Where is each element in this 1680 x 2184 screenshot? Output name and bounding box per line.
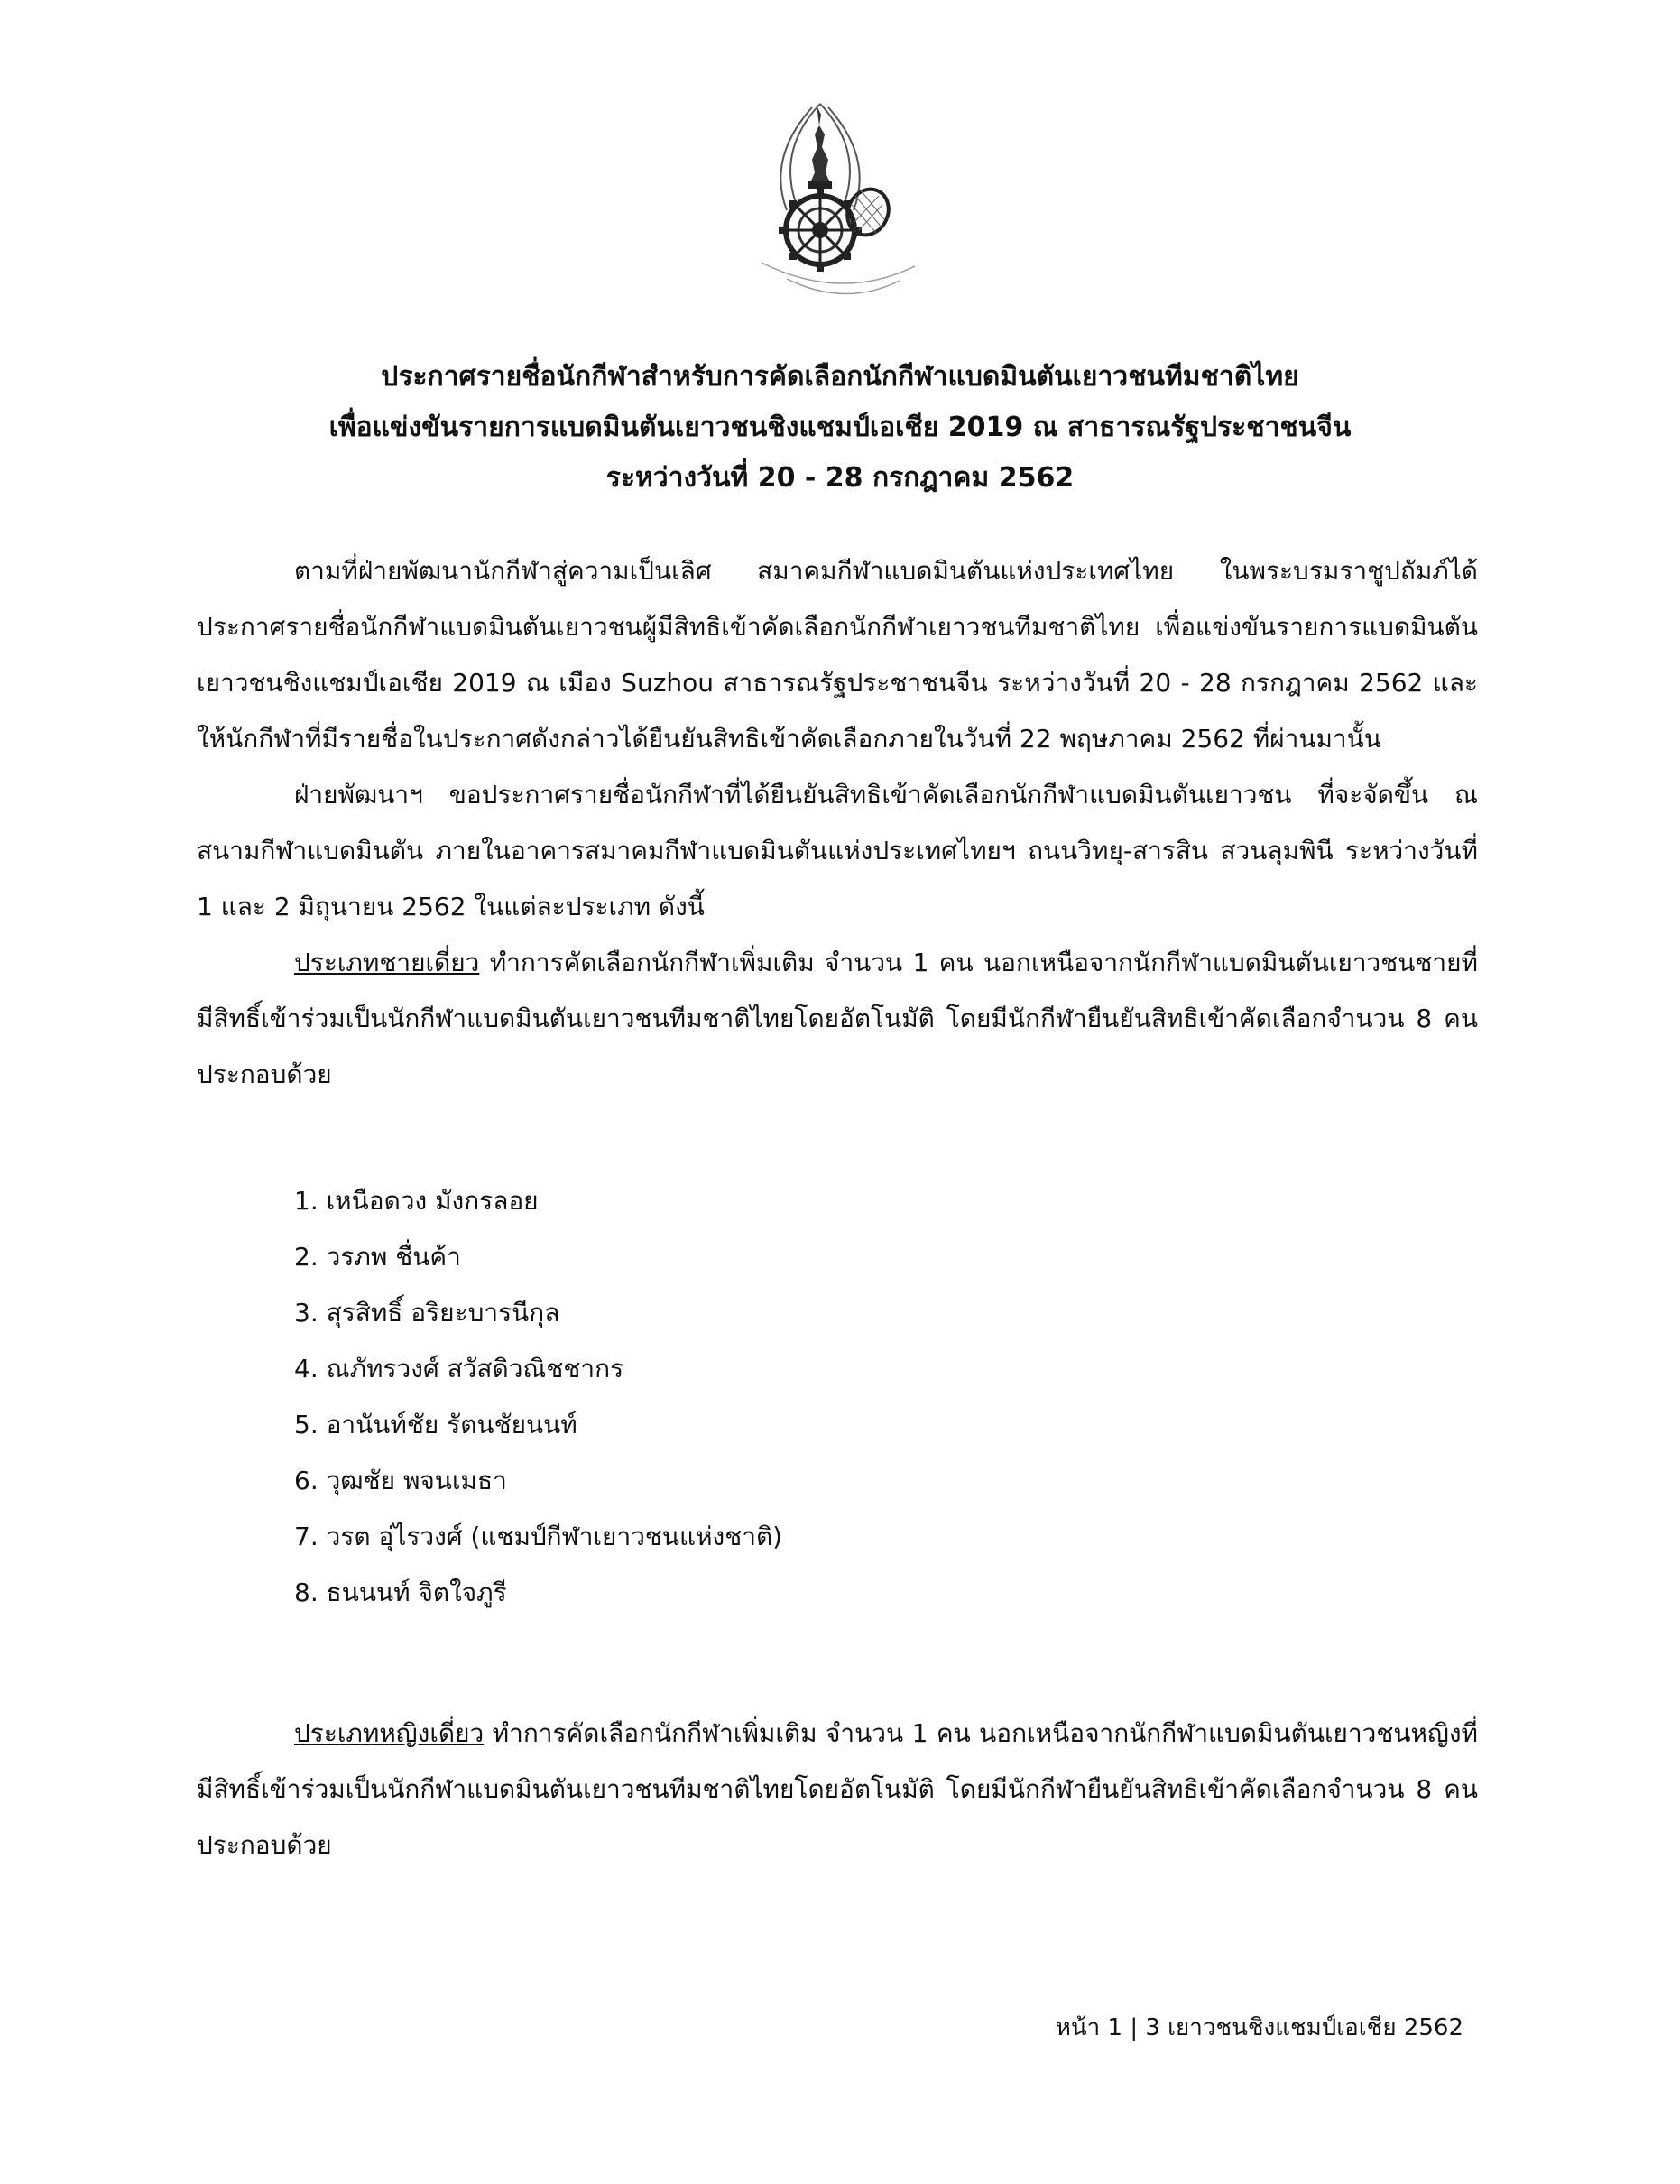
- page-footer: หน้า 1 | 3 เยาวชนชิงแชมป์เอเชีย 2562: [1055, 2014, 1463, 2041]
- paragraph-intro: ตามที่ฝ่ายพัฒนานักกีฬาสู่ความเป็นเลิศ สมาคมกีฬาแบดมินตันแห่งประเทศไทย ในพระบรมราชูปถัมภ์ได้ประกาศรายชื่อนักกีฬาแบดมินตันเยาวชนผู้มีสิทธิเข้าคัดเลือกนักกีฬาเยาวชนทีมชาติไทย เพื่อแข่งขันรายการแบดมินตันเยาวชนชิงแชมป์เอเชีย 2019 ณ เมือง Suzhou สาธารณรัฐประชาชนจีน ระหว่างวันที่ 20 - 28 กรกฎาคม 2562 และให้นักกีฬาที่มีรายชื่อในประกาศดังกล่าวได้ยืนยันสิทธิเข้าคัดเลือกภายในวันที่ 22 พฤษภาคม 2562 ที่ผ่านมานั้น: [197, 556, 1478, 754]
- womens-section: [197, 1706, 1478, 1874]
- association-emblem-icon: [742, 95, 949, 307]
- list-item: 8. ธนนนท์ จิตใจภูรี: [294, 1578, 507, 1607]
- mens-list-section: [197, 1173, 1478, 1621]
- mens-singles-label: ประเภทชายเดี่ยว: [294, 948, 480, 977]
- list-item: 4. ณภัทรวงศ์ สวัสดิวณิชชากร: [294, 1354, 624, 1384]
- list-item: 5. อานันท์ชัย รัตนชัยนนท์: [294, 1410, 577, 1439]
- list-item: 3. สุรสิทธิ์ อริยะบารนีกุล: [294, 1298, 560, 1328]
- mens-singles-text: ทำการคัดเลือกนักกีฬาเพิ่มเติม จำนวน 1 คน นอกเหนือจากนักกีฬาแบดมินตันเยาวชนชายที่มีสิทธิ์เข้าร่วมเป็นนักกีฬาแบดมินตันเยาวชนทีมชาติไทยโดยอัตโนมัติ โดยมีนักกีฬายืนยันสิทธิเข้าคัดเลือกจำนวน 8 คน ประกอบด้วย: [197, 948, 1478, 1089]
- paragraph-venue: ฝ่ายพัฒนาฯ ขอประกาศรายชื่อนักกีฬาที่ได้ยืนยันสิทธิเข้าคัดเลือกนักกีฬาแบดมินตันเยาวชน ที่จะจัดขึ้น ณ สนามกีฬาแบดมินตัน ภายในอาคารสมาคมกีฬาแบดมินตันแห่งประเทศไทยฯ ถนนวิทยุ-สารสิน สวนลุมพินี ระหว่างวันที่ 1 และ 2 มิถุนายน 2562 ในแต่ละประเภท ดังนี้: [197, 780, 1478, 921]
- announcement-title: [180, 352, 1500, 504]
- title-line-1: ประกาศรายชื่อนักกีฬาสำหรับการคัดเลือกนักกีฬาแบดมินตันเยาวชนทีมชาติไทย: [381, 361, 1299, 393]
- womens-singles-text: ทำการคัดเลือกนักกีฬาเพิ่มเติม จำนวน 1 คน นอกเหนือจากนักกีฬาแบดมินตันเยาวชนหญิงที่มีสิทธิ์เข้าร่วมเป็นนักกีฬาแบดมินตันเยาวชนทีมชาติไทยโดยอัตโนมัติ โดยมีนักกีฬายืนยันสิทธิเข้าคัดเลือกจำนวน 8 คน ประกอบด้วย: [197, 1718, 1478, 1860]
- intro-section: [197, 543, 1478, 1103]
- title-line-3: ระหว่างวันที่ 20 - 28 กรกฎาคม 2562: [605, 462, 1075, 494]
- list-item: 1. เหนือดวง มังกรลอย: [294, 1186, 539, 1216]
- mens-singles-list: [197, 1173, 1478, 1621]
- paragraph-mens-singles: [197, 935, 1478, 1103]
- list-item: 7. วรต อุ่ไรวงศ์ (แชมป์กีฬาเยาวชนแห่งชาติ): [294, 1522, 783, 1551]
- paragraph-womens-singles: [197, 1706, 1478, 1874]
- womens-singles-label: ประเภทหญิงเดี่ยว: [294, 1718, 485, 1748]
- title-line-2: เพื่อแข่งขันรายการแบดมินตันเยาวชนชิงแชมป์เอเชีย 2019 ณ สาธารณรัฐประชาชนจีน: [328, 412, 1352, 443]
- list-item: 2. วรภพ ชื่นค้า: [294, 1242, 461, 1272]
- list-item: 6. วุฒชัย พจนเมธา: [294, 1466, 507, 1495]
